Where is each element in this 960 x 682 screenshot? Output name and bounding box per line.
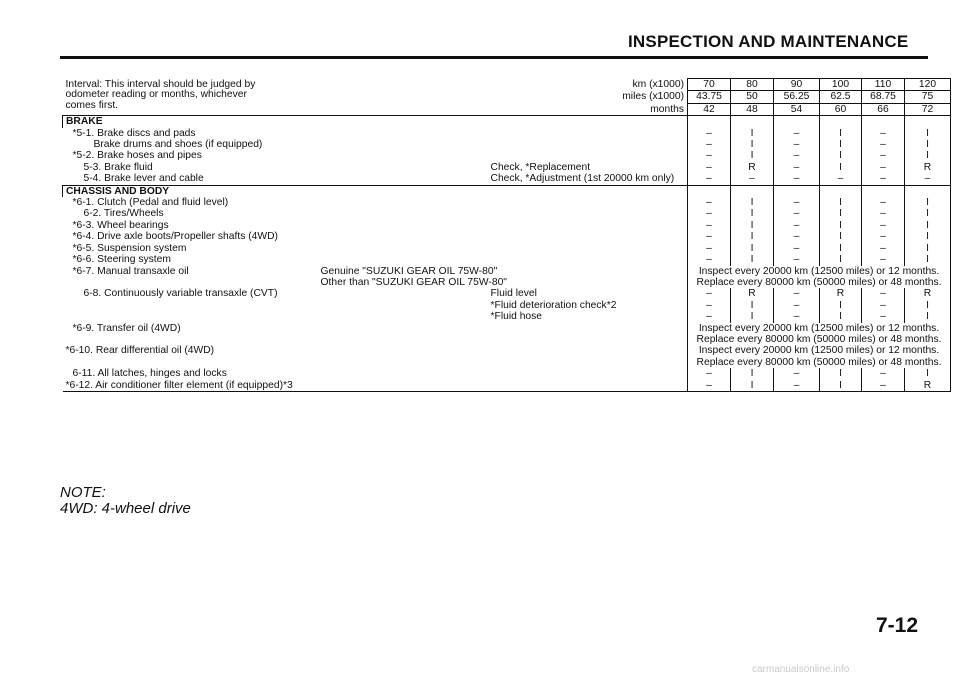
item-label: *6-3. Wheel bearings: [72, 219, 169, 231]
item-label: *6-1. Clutch (Pedal and fluid level): [72, 197, 229, 209]
interval-cell: –: [774, 300, 820, 311]
interval-cell: –: [774, 220, 820, 231]
interval-cell: I: [905, 368, 951, 379]
item-note: Other than "SUZUKI GEAR OIL 75W-80": [320, 276, 507, 288]
item-label: 5-4. Brake lever and cable: [83, 173, 204, 185]
interval-cell: –: [688, 311, 731, 322]
table-row: [63, 380, 951, 392]
interval-cell: –: [774, 243, 820, 254]
interval-cell: –: [820, 173, 862, 185]
interval-cell: R: [820, 288, 862, 299]
interval-cell: –: [862, 197, 905, 208]
interval-cell: –: [862, 300, 905, 311]
interval-span-cell: Inspect every 20000 km (12500 miles) or 12 months.: [688, 323, 951, 334]
km-cell: 90: [774, 79, 820, 91]
miles-cell: 50: [731, 91, 774, 103]
interval-cell: –: [688, 254, 731, 265]
miles-cell: 68.75: [862, 91, 905, 103]
interval-cell: –: [862, 150, 905, 161]
table-row: [63, 288, 951, 299]
table-row: [63, 128, 951, 139]
interval-cell: –: [774, 173, 820, 185]
section-heading-brake: BRAKE: [63, 116, 688, 128]
table-row: [63, 323, 951, 334]
interval-cell: –: [688, 300, 731, 311]
interval-note: Interval: This interval should be judged by odometer reading or months, whichever comes first.: [65, 78, 256, 112]
interval-cell: I: [820, 243, 862, 254]
interval-cell: I: [905, 220, 951, 231]
interval-cell: –: [774, 288, 820, 299]
item-label: *6-4. Drive axle boots/Propeller shafts (4WD): [72, 231, 278, 243]
interval-cell: R: [905, 380, 951, 392]
interval-cell: I: [820, 311, 862, 322]
interval-cell: I: [820, 368, 862, 379]
interval-cell: –: [862, 231, 905, 242]
interval-cell: –: [688, 162, 731, 173]
interval-cell: –: [862, 173, 905, 185]
interval-cell: –: [774, 150, 820, 161]
interval-cell: I: [905, 150, 951, 161]
km-cell: 80: [731, 79, 774, 91]
table-row: [63, 334, 951, 345]
interval-cell: –: [688, 197, 731, 208]
item-label: 6-8. Continuously variable transaxle (CVT): [83, 288, 278, 300]
miles-cell: 75: [905, 91, 951, 103]
interval-cell: –: [688, 150, 731, 161]
interval-cell: I: [731, 208, 774, 219]
table-row: [63, 220, 951, 231]
interval-cell: –: [862, 162, 905, 173]
interval-cell: I: [905, 208, 951, 219]
interval-cell: –: [688, 139, 731, 150]
interval-cell: R: [905, 162, 951, 173]
item-label: Brake drums and shoes (if equipped): [93, 139, 263, 151]
interval-cell: I: [731, 254, 774, 265]
interval-cell: –: [688, 231, 731, 242]
item-label: *5-1. Brake discs and pads: [72, 127, 196, 139]
section-row-chassis: [63, 185, 951, 197]
table-row: [63, 266, 951, 277]
interval-cell: I: [820, 380, 862, 392]
table-row: [63, 243, 951, 254]
interval-cell: –: [862, 243, 905, 254]
table-row: [63, 173, 951, 185]
interval-cell: I: [820, 231, 862, 242]
interval-cell: –: [862, 311, 905, 322]
interval-cell: –: [862, 220, 905, 231]
months-cell: 72: [905, 103, 951, 115]
interval-span-cell: Inspect every 20000 km (12500 miles) or 12 months.: [688, 266, 951, 277]
months-cell: 42: [688, 103, 731, 115]
unit-months-label: months: [650, 103, 685, 115]
km-cell: 120: [905, 79, 951, 91]
miles-cell: 62.5: [820, 91, 862, 103]
interval-cell: –: [688, 208, 731, 219]
interval-cell: I: [820, 150, 862, 161]
table-row: [63, 254, 951, 265]
interval-cell: –: [862, 208, 905, 219]
interval-cell: I: [731, 380, 774, 392]
miles-cell: 56.25: [774, 91, 820, 103]
interval-cell: I: [905, 231, 951, 242]
section-row-brake: [63, 116, 951, 128]
interval-cell: I: [905, 197, 951, 208]
interval-cell: I: [905, 128, 951, 139]
header-divider: [60, 56, 928, 59]
interval-cell: –: [774, 380, 820, 392]
table-row: [63, 139, 951, 150]
table-row: [63, 357, 951, 368]
item-label: 6-2. Tires/Wheels: [83, 208, 164, 220]
interval-cell: I: [820, 197, 862, 208]
interval-cell: –: [688, 380, 731, 392]
interval-span-cell: Replace every 80000 km (50000 miles) or 48 months.: [688, 357, 951, 368]
km-cell: 110: [862, 79, 905, 91]
table-row: [63, 231, 951, 242]
watermark-domain: carmanualsonline.info: [752, 664, 850, 675]
interval-cell: –: [862, 128, 905, 139]
interval-cell: –: [905, 173, 951, 185]
interval-cell: I: [731, 368, 774, 379]
table-row: [63, 368, 951, 379]
interval-cell: R: [731, 288, 774, 299]
page-number: 7-12: [876, 614, 919, 637]
interval-cell: I: [731, 139, 774, 150]
note-heading: NOTE:: [60, 484, 106, 501]
table-row: [63, 345, 951, 356]
interval-cell: –: [774, 231, 820, 242]
interval-cell: –: [688, 243, 731, 254]
item-note: Check, *Adjustment (1st 20000 km only): [490, 173, 675, 185]
interval-cell: –: [862, 288, 905, 299]
interval-cell: I: [820, 128, 862, 139]
interval-cell: I: [731, 150, 774, 161]
interval-cell: I: [820, 254, 862, 265]
table-row: [63, 277, 951, 288]
item-label: *6-6. Steering system: [72, 254, 171, 266]
item-note: *Fluid hose: [490, 311, 543, 323]
interval-cell: I: [820, 162, 862, 173]
unit-km-label: km (x1000): [632, 79, 685, 90]
section-heading-chassis: CHASSIS AND BODY: [63, 185, 688, 197]
interval-cell: –: [688, 173, 731, 185]
interval-cell: I: [905, 243, 951, 254]
interval-cell: R: [905, 288, 951, 299]
interval-cell: I: [731, 220, 774, 231]
interval-cell: –: [731, 173, 774, 185]
interval-cell: R: [731, 162, 774, 173]
interval-cell: –: [862, 368, 905, 379]
item-label: *6-7. Manual transaxle oil: [72, 265, 189, 277]
months-cell: 60: [820, 103, 862, 115]
interval-cell: I: [820, 208, 862, 219]
months-cell: 66: [862, 103, 905, 115]
interval-span-cell: Inspect every 20000 km (12500 miles) or 12 months.: [688, 345, 951, 356]
header-row-km: [63, 79, 951, 91]
interval-cell: I: [731, 231, 774, 242]
table-row: [63, 150, 951, 161]
interval-cell: –: [688, 220, 731, 231]
interval-cell: I: [731, 243, 774, 254]
unit-miles-label: miles (x1000): [622, 91, 685, 103]
interval-cell: I: [731, 311, 774, 322]
interval-span-cell: Replace every 80000 km (50000 miles) or 48 months.: [688, 277, 951, 288]
interval-cell: –: [862, 254, 905, 265]
interval-cell: –: [688, 368, 731, 379]
table-row: [63, 208, 951, 219]
months-cell: 54: [774, 103, 820, 115]
interval-cell: –: [774, 197, 820, 208]
interval-cell: –: [774, 368, 820, 379]
interval-cell: I: [905, 300, 951, 311]
interval-cell: I: [731, 197, 774, 208]
item-label: *6-9. Transfer oil (4WD): [72, 322, 181, 334]
item-note: *Fluid deterioration check*2: [490, 299, 617, 311]
interval-cell: –: [774, 139, 820, 150]
item-label: *6-5. Suspension system: [72, 242, 187, 254]
item-note: Genuine "SUZUKI GEAR OIL 75W-80": [320, 265, 498, 277]
interval-span-cell: Replace every 80000 km (50000 miles) or 48 months.: [688, 334, 951, 345]
interval-cell: I: [905, 254, 951, 265]
interval-cell: –: [774, 162, 820, 173]
interval-cell: I: [905, 311, 951, 322]
page-title: INSPECTION AND MAINTENANCE: [628, 32, 909, 51]
interval-cell: –: [688, 128, 731, 139]
interval-cell: –: [774, 254, 820, 265]
interval-cell: –: [774, 311, 820, 322]
interval-cell: I: [731, 300, 774, 311]
maintenance-schedule-table: [62, 78, 951, 392]
item-note: Fluid level: [490, 288, 537, 300]
note-text: 4WD: 4-wheel drive: [60, 500, 191, 517]
interval-cell: I: [820, 220, 862, 231]
item-label: *6-12. Air conditioner filter element (if equipped)*3: [65, 379, 293, 391]
months-cell: 48: [731, 103, 774, 115]
table-row: [63, 300, 951, 311]
interval-cell: –: [688, 288, 731, 299]
item-label: *5-2. Brake hoses and pipes: [72, 150, 202, 162]
interval-cell: I: [820, 139, 862, 150]
item-label: *6-10. Rear differential oil (4WD): [65, 345, 215, 357]
interval-cell: I: [731, 128, 774, 139]
item-note: Check, *Replacement: [490, 161, 591, 173]
interval-cell: I: [820, 300, 862, 311]
interval-cell: I: [905, 139, 951, 150]
table-row: [63, 197, 951, 208]
interval-cell: –: [862, 139, 905, 150]
table-row: [63, 311, 951, 322]
interval-cell: –: [774, 208, 820, 219]
interval-cell: –: [774, 128, 820, 139]
miles-cell: 43.75: [688, 91, 731, 103]
interval-cell: –: [862, 380, 905, 392]
item-label: 6-11. All latches, hinges and locks: [72, 368, 227, 380]
table-row: [63, 162, 951, 173]
item-label: 5-3. Brake fluid: [83, 161, 153, 173]
km-cell: 100: [820, 79, 862, 91]
km-cell: 70: [688, 79, 731, 91]
